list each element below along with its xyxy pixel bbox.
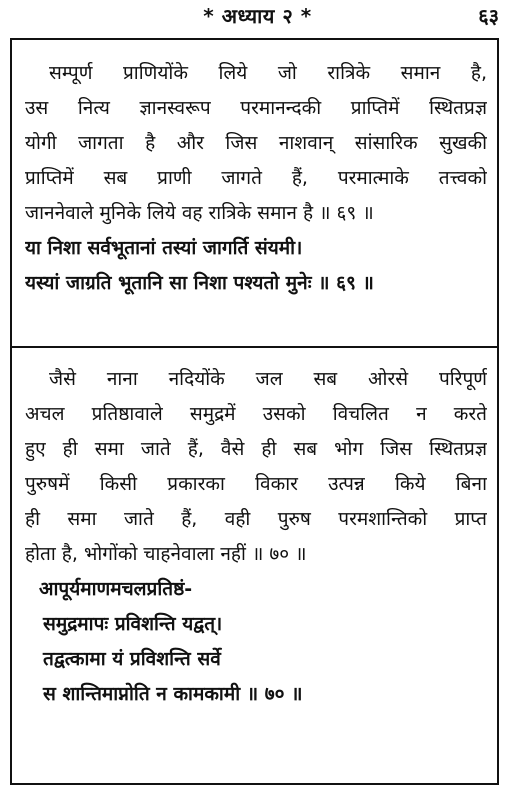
chapter-title: * अध्याय २ * bbox=[203, 4, 312, 28]
section-divider bbox=[12, 346, 497, 348]
verse-line: तद्वत्कामा यं प्रविशन्ति सर्वे bbox=[43, 648, 221, 670]
prose-line: सम्पूर्ण प्राणियोंके लिये जो रात्रिके समान है, bbox=[49, 62, 487, 84]
prose-line: हुए ही समा जाते हैं, वैसे ही सब भोग जिस स्थितप्रज्ञ bbox=[25, 438, 487, 460]
commentary-section-70 bbox=[12, 362, 497, 712]
prose-line: होता है, भोगोंको चाहनेवाला नहीं ॥ ७० ॥ bbox=[25, 543, 307, 565]
prose-line: जैसे नाना नदियोंके जल सब ओरसे परिपूर्ण bbox=[49, 368, 487, 390]
sanskrit-verse-70 bbox=[25, 572, 487, 712]
verse-line: स शान्तिमाप्नोति न कामकामी ॥ ७० ॥ bbox=[43, 683, 303, 705]
prose-line: उस नित्य ज्ञानस्वरूप परमानन्दकी प्राप्तिमें स्थितप्रज्ञ bbox=[25, 97, 487, 119]
page-number: ६३ bbox=[478, 4, 499, 28]
verse-line: आपूर्यमाणमचलप्रतिष्ठं- bbox=[39, 578, 193, 600]
prose-line: योगी जागता है और जिस नाशवान् सांसारिक सुखकी bbox=[25, 132, 487, 154]
prose-line: पुरुषमें किसी प्रकारका विकार उत्पन्न किये बिना bbox=[25, 473, 487, 495]
prose-line: अचल प्रतिष्ठावाले समुद्रमें उसको विचलित न करते bbox=[25, 403, 487, 425]
verse-line: समुद्रमापः प्रविशन्ति यद्वत्। bbox=[43, 613, 223, 635]
page-header bbox=[0, 0, 515, 30]
content-frame bbox=[10, 38, 499, 785]
verse-line: यस्यां जाग्रति भूतानि सा निशा पश्यतो मुनेः ॥ ६९ ॥ bbox=[25, 272, 374, 294]
prose-line: जाननेवाले मुनिके लिये वह रात्रिके समान है ॥ ६९ ॥ bbox=[25, 202, 374, 224]
commentary-section-69 bbox=[12, 56, 497, 301]
verse-line: या निशा सर्वभूतानां तस्यां जागर्ति संयमी। bbox=[25, 237, 303, 259]
prose-line: ही समा जाते हैं, वही पुरुष परमशान्तिको प्राप्त bbox=[25, 508, 487, 530]
prose-line: प्राप्तिमें सब प्राणी जागते हैं, परमात्माके तत्त्वको bbox=[25, 167, 487, 189]
